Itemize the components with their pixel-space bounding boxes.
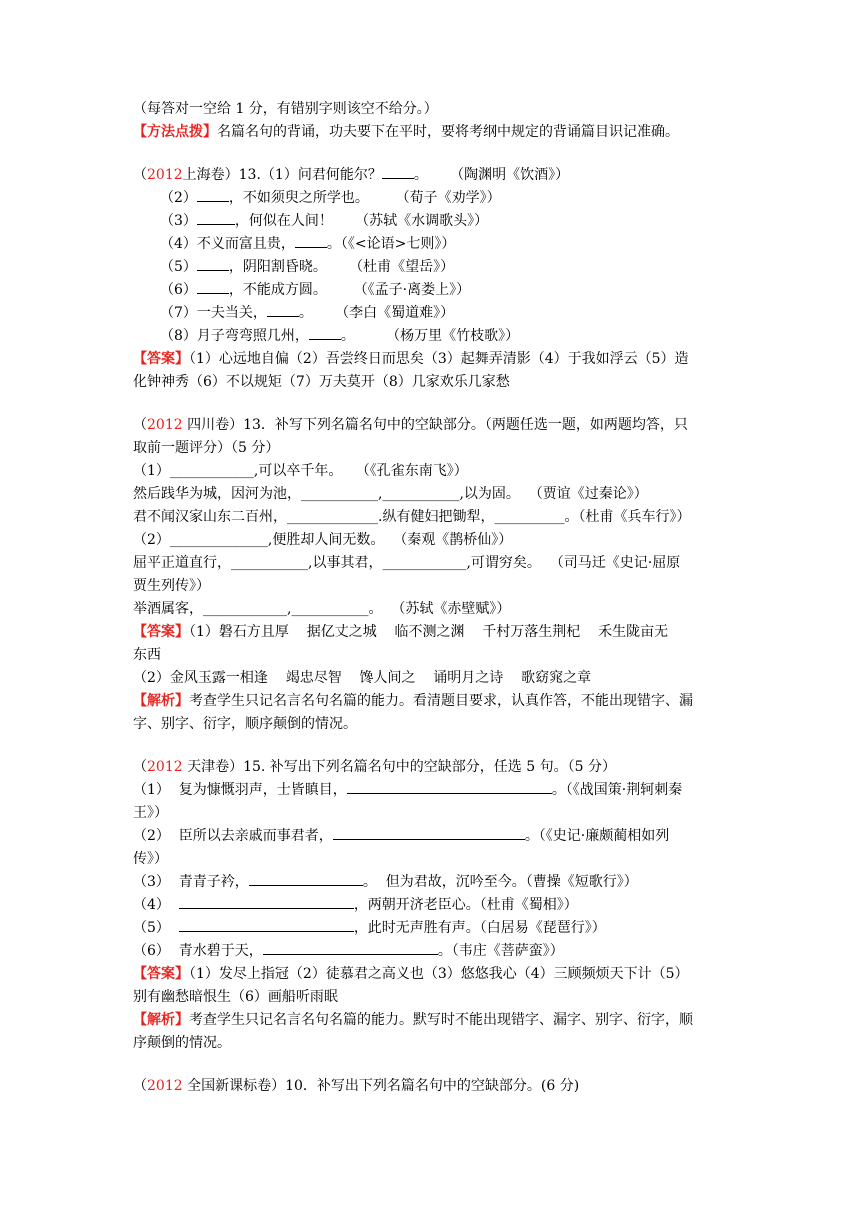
q1-answer-cont: 化钟神秀（6）不以规矩（7）万夫莫开（8）几家欢乐几家愁 [133, 374, 510, 390]
q3-item: （4） ，两朝开济老臣心。（杜甫《蜀相》） [133, 894, 733, 917]
q2-line: 然后践华为城，因河为池，___________,___________,以为固。 （贾谊《过秦论》） [133, 486, 648, 502]
answer-tag: 【答案】 [133, 624, 189, 640]
q3-item: （5） ，此时无声胜有声。（白居易《琵琶行》） [133, 917, 733, 940]
q2-analysis-cont: 字、别字、衍字，顺序颠倒的情况。 [133, 716, 357, 732]
q4-heading: （2012 全国新课标卷）10．补写出下列名篇名句中的空缺部分。(6 分) [133, 1078, 580, 1094]
answer-tag: 【答案】 [133, 351, 189, 367]
q2-answer-cont: 东西 [133, 647, 161, 663]
q2-line: 君不闻汉家山东二百州，_____________.纵有健妇把锄犁，__________。（杜甫《兵车行》） [133, 509, 691, 525]
q1-item: （4）不义而富且贵， 。（《<论语>七则》） [133, 233, 733, 256]
q1-item: （3） ，何似在人间！ （苏轼《水调歌头》） [133, 210, 733, 233]
q1-item: （6） ，不能成方圆。 （《孟子·离娄上》） [133, 279, 733, 302]
method-tag: 【方法点拨】 [133, 124, 217, 140]
q3-answer-cont: 别有幽愁暗恨生（6）画船听雨眠 [133, 989, 338, 1005]
q2-line: （2）______________,便胜却人间无数。 （秦观《鹊桥仙》） [133, 532, 513, 548]
analysis-tag: 【解析】 [133, 1012, 189, 1028]
q1-item: （8）月子弯弯照几州， 。 （杨万里《竹枝歌》） [133, 325, 733, 348]
q1-item: （7）一夫当关， 。 （李白《蜀道难》） [133, 302, 733, 325]
q2-line: 举酒属客，____________,___________。 （苏轼《赤壁赋》） [133, 601, 511, 617]
scoring-note: （每答对一空给 1 分，有错别字则该空不给分。） [133, 101, 438, 117]
analysis-tag: 【解析】 [133, 693, 189, 709]
q2-analysis: 【解析】考查学生只记名言名句名篇的能力。看清题目要求，认真作答，不能出现错字、漏 [133, 693, 693, 709]
q3-heading: （2012 天津卷）15. 补写出下列名篇名句中的空缺部分，任选 5 句。（5 分） [133, 759, 616, 775]
q2-heading: （2012 四川卷）13．补写下列名篇名句中的空缺部分。（两题任选一题，如两题均答，只 [133, 417, 688, 433]
q1-item: （2） ，不如须臾之所学也。 （荀子《劝学》） [133, 187, 733, 210]
q2-heading-cont: 取前一题评分）（5 分） [133, 440, 280, 456]
q2-line: 贾生列传》） [133, 578, 210, 594]
q2-year: 2012 [147, 417, 183, 433]
q3-item: （6） 青水碧于天， 。（韦庄《菩萨蛮》） [133, 940, 733, 963]
q1-item: （5） ，阴阳割昏晓。 （杜甫《望岳》） [133, 256, 733, 279]
q1-year: 2012 [147, 167, 183, 183]
q1-source: 上海卷）13. [182, 167, 261, 183]
q3-analysis-cont: 序颠倒的情况。 [133, 1035, 231, 1051]
q2-line: 屈平正道直行，___________,以事其君，____________,可谓穷矣。 （司马迁《史记·屈原 [133, 555, 681, 571]
method-tip [133, 121, 733, 144]
method-text: 名篇名句的背诵，功夫要下在平时，要将考纲中规定的背诵篇目识记准确。 [217, 124, 679, 140]
q3-item: （3） 青青子衿， 。 但为君故，沉吟至今。（曹操《短歌行》） [133, 871, 733, 894]
q3-item: （1） 复为慷慨羽声，士皆瞋目， 。（《战国策·荆轲刺秦 [133, 779, 733, 802]
q3-item-cont: 传》） [133, 851, 168, 867]
q3-item-cont: 王》） [133, 805, 168, 821]
document-page [133, 98, 733, 1098]
q3-year: 2012 [147, 759, 183, 775]
q3-item: （2） 臣所以去亲戚而事君者， 。（《史记·廉颇蔺相如列 [133, 825, 733, 848]
answer-tag: 【答案】 [133, 966, 189, 982]
q4-year: 2012 [147, 1078, 183, 1094]
q3-answer: 【答案】（1）发尽上指冠（2）徒慕君之高义也（3）悠悠我心（4）三顾频烦天下计（5） [133, 966, 689, 982]
q2-answer: 【答案】（1）磐石方且厚 据亿丈之城 临不测之渊 千村万落生荆杞 禾生陇亩无 [133, 624, 669, 640]
q1-heading: （2012上海卷）13.（1）问君何能尔？ 。 （陶渊明《饮酒》） [133, 164, 733, 187]
q2-answer-cont: （2）金风玉露一相逢 竭忠尽智 馋人间之 诵明月之诗 歌窈窕之章 [133, 670, 592, 686]
q3-analysis: 【解析】考查学生只记名言名句名篇的能力。默写时不能出现错字、漏字、别字、衍字，顺 [133, 1012, 693, 1028]
q2-line: （1）____________,可以卒千年。 （《孔雀东南飞》） [133, 463, 468, 479]
q1-answer: 【答案】（1）心远地自偏（2）吾尝终日而思矣（3）起舞弄清影（4）于我如浮云（5）造 [133, 351, 689, 367]
